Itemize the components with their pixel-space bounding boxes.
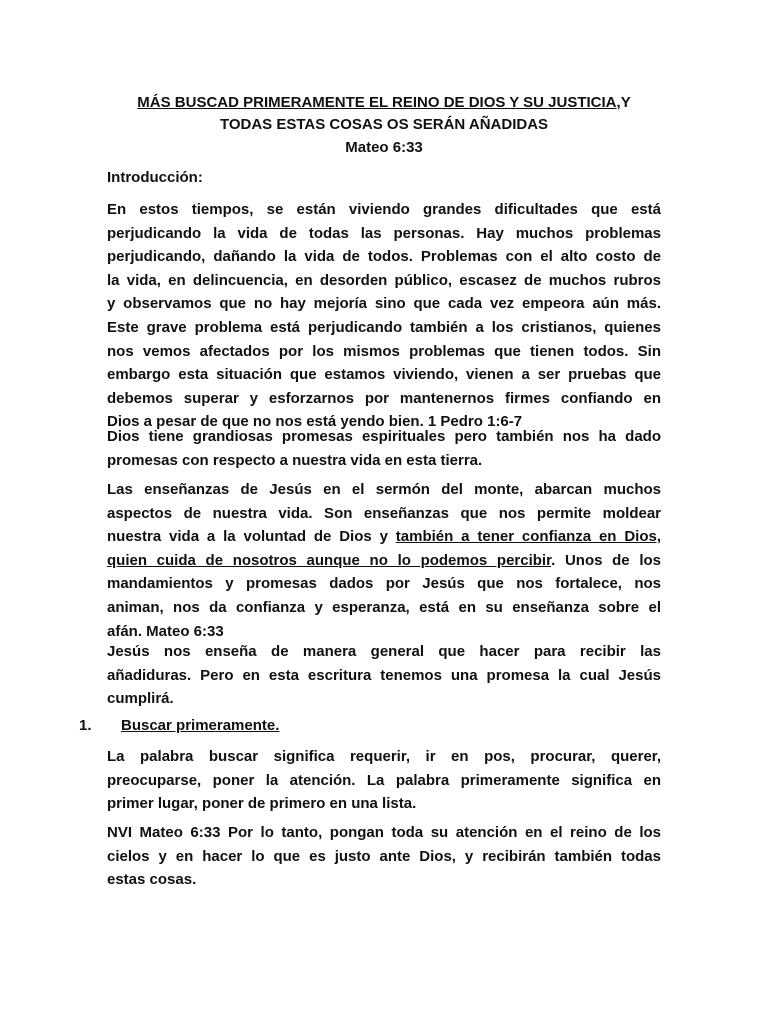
paragraph-3-line (107, 525, 661, 549)
paragraph-4-line: cumplirá. (107, 690, 174, 708)
paragraph-1-line: embargo esta situación que estamos viviendo, vienen a ser pruebas que (107, 366, 661, 384)
paragraph-1-line: nos vemos afectados por los mismos problemas que tienen todos. Sin (107, 342, 661, 360)
document-title-line-2: TODAS ESTAS COSAS OS SERÁN AÑADIDAS (219, 116, 549, 133)
paragraph-3-underlined-text: quien cuida de nosotros aunque no lo podemos percibir (107, 551, 552, 569)
section-heading: Buscar primeramente. (121, 717, 280, 734)
paragraph-5-line: La palabra buscar significa requerir, ir en pos, procurar, querer, (107, 748, 661, 765)
intro-heading: Introducción: (107, 169, 203, 186)
paragraph-1-line: Este grave problema está perjudicando también a los cristianos, quienes (107, 318, 661, 336)
paragraph-3-line: Las enseñanzas de Jesús en el sermón del monte, abarcan muchos (107, 481, 661, 498)
section-number: 1. (79, 717, 92, 734)
paragraph-4 (107, 640, 661, 711)
paragraph-5-line: preocuparse, poner la atención. La palabra primeramente significa en (107, 771, 661, 789)
document-title-line-1 (0, 92, 768, 114)
paragraph-3-plain-text: nuestra vida a la voluntad de Dios y (107, 528, 396, 546)
paragraph-6-line: NVI Mateo 6:33 Por lo tanto, pongan toda su atención en el reino de los (107, 824, 661, 841)
paragraph-4-line: Jesús nos enseña de manera general que hacer para recibir las (107, 643, 661, 660)
paragraph-2-line: Dios tiene grandiosas promesas espirituales pero también nos ha dado (107, 428, 661, 445)
paragraph-1-line: perjudicando la vida de todas las personas. Hay muchos problemas (107, 224, 661, 242)
paragraph-6 (107, 821, 661, 892)
title-tail-text: Y (620, 94, 631, 111)
paragraph-1-line: En estos tiempos, se están viviendo grandes dificultades que está (107, 201, 661, 218)
paragraph-4-line: añadiduras. Pero en esta escritura tenemos una promesa la cual Jesús (107, 666, 661, 684)
paragraph-3-line: mandamientos y promesas dados por Jesús que nos fortalece, nos (107, 575, 661, 593)
paragraph-3-line (107, 549, 661, 573)
paragraph-3-line: animan, nos da confianza y esperanza, está en su enseñanza sobre el (107, 598, 661, 616)
paragraph-2-line: promesas con respecto a nuestra vida en esta tierra. (107, 451, 483, 469)
paragraph-1-line: perjudicando, dañando la vida de todos. Problemas con el alto costo de (107, 248, 661, 266)
paragraph-3 (107, 478, 661, 643)
paragraph-6-line: estas cosas. (107, 871, 197, 889)
paragraph-1-line: y observamos que no hay mejoría sino que cada vez empeora aún más. (107, 295, 661, 313)
paragraph-2 (107, 425, 661, 472)
paragraph-1-line: Dios a pesar de que no nos está yendo bien. 1 Pedro 1:6-7 (107, 413, 523, 431)
paragraph-1-line: debemos superar y esforzarnos por mantenernos firmes confiando en (107, 389, 661, 407)
paragraph-1-line: la vida, en delincuencia, en desorden público, escasez de muchos rubros (107, 271, 661, 289)
title-underlined-text: MÁS BUSCAD PRIMERAMENTE EL REINO DE DIOS Y SU JUSTICIA, (137, 94, 621, 111)
paragraph-3-line: aspectos de nuestra vida. Son enseñanzas que nos permite moldear (107, 504, 661, 522)
paragraph-1 (107, 198, 661, 434)
paragraph-5-line: primer lugar, poner de primero en una lista. (107, 795, 417, 813)
paragraph-3-underlined-text: también a tener confianza en Dios, (395, 528, 661, 546)
paragraph-3-plain-text: . Unos de los (551, 551, 661, 569)
paragraph-6-line: cielos y en hacer lo que es justo ante Dios, y recibirán también todas (107, 847, 661, 865)
paragraph-5 (107, 745, 661, 816)
scripture-reference: Mateo 6:33 (345, 139, 423, 156)
paragraph-3-line: afán. Mateo 6:33 (107, 622, 224, 640)
